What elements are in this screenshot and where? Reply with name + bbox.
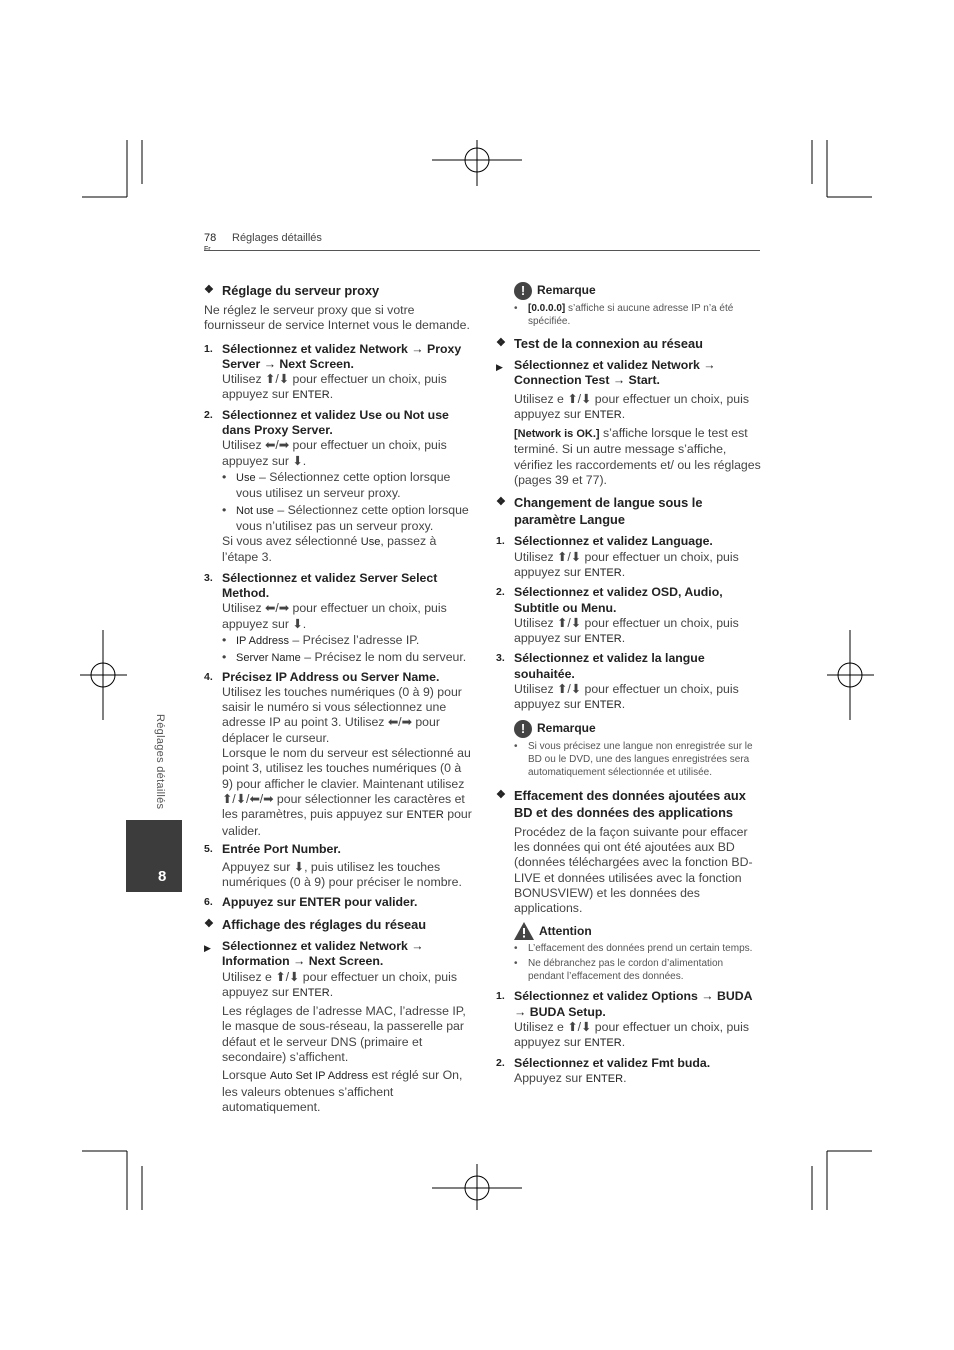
warning-icon: [514, 922, 534, 940]
step: 2. Sélectionnez et validez Use ou Not use dans Proxy Server. Utilisez ⬅/➡ pour effectuer un choix, puis appuyez sur ⬇. • Use – Sélectionnez cette option lorsque vous utilisez un serveur proxy. • Not use – Sélectionnez cette option lorsque vous n’utilisez pas un serveur proxy. Si vous avez sélectionné Use, passez à l’étape 3.: [204, 408, 472, 566]
left-column: [204, 282, 472, 1115]
arrow-keys-icon: ⬆/⬇/⬅/➡: [222, 791, 274, 806]
attention-item: • L’effacement des données prend un certain temps.: [514, 943, 753, 955]
section-heading: ❖ Changement de langue sous le paramètre Langue: [496, 495, 703, 528]
arrow-keys-icon: ⬆/⬇: [265, 372, 290, 387]
section-heading: ❖ Effacement des données ajoutées aux BD et des données des applications: [496, 787, 746, 820]
triangle-bullet-icon: ▶: [496, 362, 503, 372]
diamond-icon: ❖: [204, 284, 214, 296]
down-arrow-icon: ⬇: [293, 860, 305, 875]
arrow-keys-icon: ⬅/➡: [265, 438, 290, 453]
step: 2. Sélectionnez et validez Fmt buda. Appuyez sur ENTER.: [496, 1055, 711, 1085]
triangle-bullet-icon: ▶: [204, 942, 211, 953]
arrow-keys-icon: ⬅/➡: [265, 601, 290, 616]
attention-heading: Attention: [514, 922, 764, 940]
diamond-icon: ❖: [204, 917, 214, 930]
arrow-keys-icon: ⬆/⬇: [567, 391, 592, 406]
page-number: 78: [204, 232, 217, 244]
arrow-keys-icon: ⬆/⬇: [557, 615, 582, 630]
paragraph: Ne réglez le serveur proxy que si votre fournisseur de service Internet vous le demande.: [204, 303, 470, 333]
right-column: [496, 282, 764, 1087]
note-heading: ! Remarque: [514, 282, 764, 300]
arrow-keys-icon: ⬅/➡: [387, 715, 412, 730]
header-rule: [204, 250, 760, 251]
step: 2. Sélectionnez et validez OSD, Audio, Subtitle ou Menu. Utilisez ⬆/⬇ pour effectuer un choix, puis appuyez sur ENTER.: [496, 585, 739, 646]
step: 6. Appuyez sur ENTER pour valider.: [204, 894, 418, 909]
note-heading: ! Remarque: [514, 720, 764, 738]
attention-item: • Ne débranchez pas le cordon d’alimentation pendant l’effacement des données.: [514, 958, 724, 983]
diamond-icon: ❖: [496, 496, 506, 509]
list-item: • Use – Sélectionnez cette option lorsque vous utilisez un serveur proxy.: [222, 469, 451, 501]
section-heading: ❖ Affichage des réglages du réseau: [204, 916, 427, 932]
step: 3. Sélectionnez et validez Server Select Method. Utilisez ⬅/➡ pour effectuer un choix, puis appuyez sur ⬇. • IP Address – Précisez l’adresse IP. • Server Name – Précisez le nom du serveur.: [204, 571, 472, 667]
note-item: • Si vous précisez une langue non enregistrée sur le BD ou le DVD, une des langues enregistrées sera automatiquement sélectionnée et utilisée.: [514, 740, 753, 778]
section-heading: ❖ Réglage du serveur proxy: [204, 283, 380, 298]
list-item: • Not use – Sélectionnez cette option lorsque vous n’utilisez pas un serveur proxy.: [222, 502, 469, 533]
step: 1. Sélectionnez et validez Network → Proxy Server → Next Screen. Utilisez ⬆/⬇ pour effectuer un choix, puis appuyez sur ENTER.: [204, 341, 462, 402]
down-arrow-icon: ⬇: [292, 616, 303, 631]
chapter-tab: [126, 820, 182, 892]
note-item: • [0.0.0.0] s’affiche si aucune adresse IP n’a été spécifiée.: [514, 303, 734, 327]
step: ▶ Sélectionnez et validez Network → Connection Test → Start. Utilisez e ⬆/⬇ pour effectuer un choix, puis appuyez sur ENTER. [Network is OK.] s’affiche lorsque le test est terminé. Si un autre message s’affiche, vérifiez les raccordements et/ ou les réglages (pages 39 et 77).: [496, 358, 761, 488]
list-item: • Server Name – Précisez le nom du serveur.: [222, 650, 467, 665]
side-section-label: Réglages détaillés: [154, 714, 166, 810]
chapter-number: 8: [158, 868, 167, 885]
exclamation-icon: !: [514, 720, 532, 738]
arrow-keys-icon: ⬆/⬇: [557, 549, 582, 564]
step: 5. Entrée Port Number. Appuyez sur ⬇, puis utilisez les touches numériques (0 à 9) pour préciser le nombre.: [204, 841, 462, 890]
down-arrow-icon: ⬇: [292, 453, 303, 468]
exclamation-icon: !: [514, 282, 532, 300]
section-heading: ❖ Test de la connexion au réseau: [496, 336, 703, 351]
step: 1. Sélectionnez et validez Options → BUDA → BUDA Setup. Utilisez e ⬆/⬇ pour effectuer un choix, puis appuyez sur ENTER.: [496, 989, 753, 1050]
arrow-keys-icon: ⬆/⬇: [275, 969, 300, 984]
diamond-icon: ❖: [496, 337, 506, 349]
arrow-keys-icon: ⬆/⬇: [557, 682, 582, 697]
arrow-keys-icon: ⬆/⬇: [567, 1020, 592, 1035]
list-item: • IP Address – Précisez l’adresse IP.: [222, 632, 420, 647]
running-header: Réglages détaillés: [232, 232, 322, 244]
diamond-icon: ❖: [496, 788, 506, 801]
step: 1. Sélectionnez et validez Language. Utilisez ⬆/⬇ pour effectuer un choix, puis appuyez sur ENTER.: [496, 534, 739, 579]
step: 4. Précisez IP Address ou Server Name. Utilisez les touches numériques (0 à 9) pour saisir le numéro si vous sélectionnez une adresse IP au point 3. Utilisez ⬅/➡ pour déplacer le curseur. Lorsque le nom du serveur est sélectionné au point 3, utilisez les touches numériques (0 à 9) pour afficher le clavier. Maintenant utilisez ⬆/⬇/⬅/➡ pour sélectionner les caractères et les paramètres, puis appuyez sur ENTER pour valider.: [204, 669, 472, 838]
step: ▶ Sélectionnez et validez Network → Information → Next Screen. Utilisez e ⬆/⬇ pour effectuer un choix, puis appuyez sur ENTER. Les réglages de l’adresse MAC, l’adresse IP, le masque de sous-réseau, la passerelle par défaut et le serveur DNS (primaire et secondaire) s’affichent. Lorsque Auto Set IP Address est réglé sur On, les valeurs obtenues s’affichent automatiquement.: [204, 938, 466, 1114]
paragraph: Procédez de la façon suivante pour effacer les données qui ont été ajoutées aux BD (données téléchargées avec la fonction BD-LIVE et données utilisées avec la fonction BONUSVIEW) et les données des applications.: [514, 824, 753, 916]
step: 3. Sélectionnez et validez la langue souhaitée. Utilisez ⬆/⬇ pour effectuer un choix, puis appuyez sur ENTER.: [496, 651, 739, 712]
